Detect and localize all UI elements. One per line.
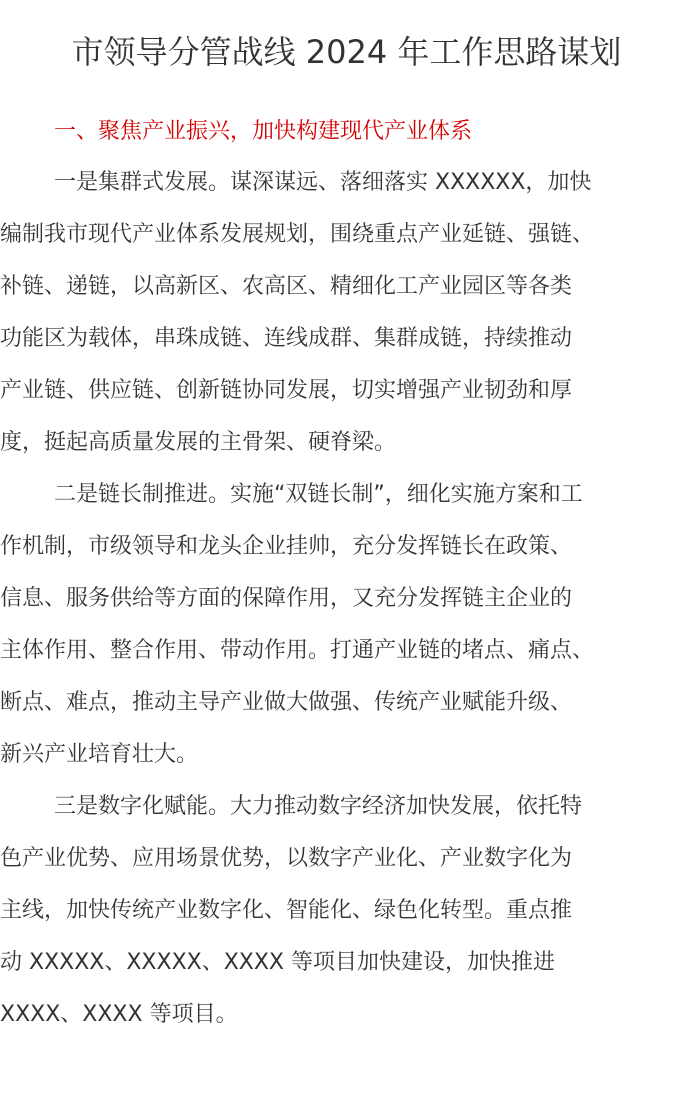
- paragraph-line: 主体作用、整合作用、带动作用。打通产业链的堵点、痛点、: [0, 638, 595, 663]
- paragraph-line: 补链、递链，以高新区、农高区、精细化工产业园区等各类: [0, 274, 573, 299]
- paragraph-line: 主线，加快传统产业数字化、智能化、绿色化转型。重点推: [0, 898, 573, 923]
- document-title: 市领导分管战线 2024 年工作思路谋划: [71, 33, 622, 71]
- paragraph-line: 度，挺起高质量发展的主骨架、硬脊梁。: [0, 430, 397, 455]
- paragraph-line: 三是数字化赋能。大力推动数字经济加快发展，依托特: [54, 794, 583, 819]
- paragraph-chain-leader: [0, 469, 693, 781]
- paragraph-line: 功能区为载体，串珠成链、连线成群、集群成链，持续推动: [0, 326, 573, 351]
- paragraph-line: 作机制，市级领导和龙头企业挂帅，充分发挥链长在政策、: [0, 534, 573, 559]
- paragraph-line: 二是链长制推进。实施“双链长制”，细化实施方案和工: [54, 482, 583, 507]
- section-heading: 一、聚焦产业振兴，加快构建现代产业体系: [54, 119, 473, 144]
- paragraph-line: 一是集群式发展。谋深谋远、落细落实 XXXXXX，加快: [54, 170, 592, 195]
- paragraph-line: 编制我市现代产业体系发展规划，围绕重点产业延链、强链、: [0, 222, 595, 247]
- paragraph-line: 动 XXXXX、XXXXX、XXXX 等项目加快建设，加快推进: [0, 950, 555, 975]
- paragraph-line: 产业链、供应链、创新链协同发展，切实增强产业韧劲和厚: [0, 378, 573, 403]
- paragraph-line: XXXX、XXXX 等项目。: [0, 1002, 238, 1027]
- paragraph-line: 色产业优势、应用场景优势，以数字产业化、产业数字化为: [0, 846, 573, 871]
- paragraph-cluster-development: [0, 157, 693, 469]
- paragraph-digital-empowerment: [0, 781, 693, 1041]
- paragraph-line: 信息、服务供给等方面的保障作用，又充分发挥链主企业的: [0, 586, 573, 611]
- paragraph-line: 新兴产业培育壮大。: [0, 742, 199, 767]
- paragraph-line: 断点、难点，推动主导产业做大做强、传统产业赋能升级、: [0, 690, 573, 715]
